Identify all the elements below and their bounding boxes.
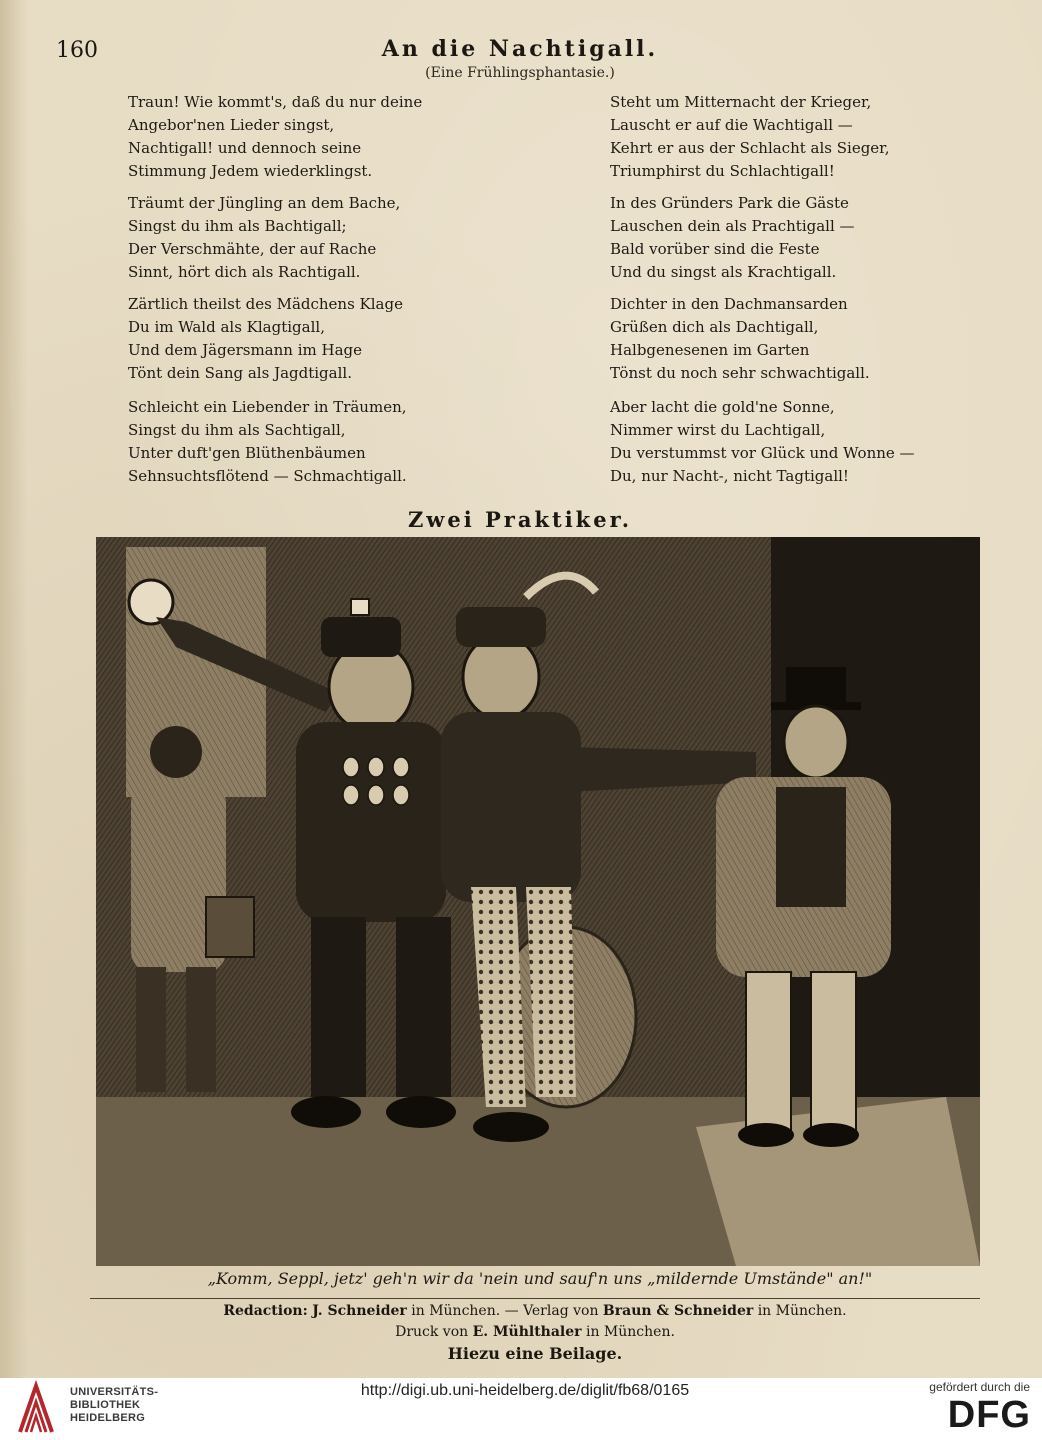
left-stanza-1	[128, 91, 422, 183]
left-stanza-4	[128, 396, 407, 488]
verse-line: Traun! Wie kommt's, daß du nur deine	[128, 93, 423, 111]
impressum-print-label: Druck von	[395, 1324, 469, 1340]
cartoon-caption: „Komm, Seppl, jetz' geh'n wir da 'nein und sauf'n uns „mildernde Umstände" an!"	[207, 1269, 873, 1288]
library-name-line: BIBLIOTHEK	[70, 1399, 141, 1411]
impressum-printer: E. Mühlthaler	[472, 1324, 582, 1340]
viewer-footer	[0, 1378, 1042, 1440]
verse-line: Schleicht ein Liebender in Träumen,	[128, 398, 407, 416]
impressum-editor: J. Schneider	[312, 1303, 407, 1319]
impressum-print-city: in München.	[585, 1324, 675, 1340]
poem-title: An die Nachtigall.	[381, 36, 659, 62]
verse-line: Du im Wald als Klagtigall,	[128, 318, 325, 336]
verse-line: Bald vorüber sind die Feste	[610, 240, 820, 258]
verse-line: Singst du ihm als Bachtigall;	[128, 217, 347, 235]
library-emblem-icon	[12, 1380, 60, 1436]
impressum-redaction-label: Redaction:	[223, 1303, 308, 1319]
verse-line: Lauscht er auf die Wachtigall —	[610, 116, 853, 134]
verse-line: Tönst du noch sehr schwachtigall.	[610, 364, 870, 382]
verse-line: Der Verschmähte, der auf Rache	[128, 240, 377, 258]
verse-line: Tönt dein Sang als Jagdtigall.	[128, 364, 352, 382]
verse-line: Kehrt er aus der Schlacht als Sieger,	[610, 139, 890, 157]
impressum-line-2	[90, 1322, 980, 1343]
left-stanza-3	[128, 293, 403, 385]
verse-line: Stimmung Jedem wiederklingst.	[128, 162, 373, 180]
verse-line: Steht um Mitternacht der Krieger,	[610, 93, 872, 111]
impressum-line-1	[90, 1301, 980, 1322]
library-name	[70, 1386, 158, 1425]
cartoon-title: Zwei Praktiker.	[407, 507, 633, 532]
verse-line: Dichter in den Dachmansarden	[610, 295, 848, 313]
right-stanza-1	[610, 91, 889, 183]
right-stanza-2	[610, 192, 855, 284]
engraving-figure	[96, 537, 980, 1266]
impressum-city: in München.	[757, 1303, 847, 1319]
impressum-rule	[90, 1298, 980, 1299]
page-number: 160	[56, 38, 98, 63]
library-name-line: UNIVERSITÄTS-	[70, 1386, 159, 1398]
verse-line: Zärtlich theilst des Mädchens Klage	[128, 295, 403, 313]
verse-line: Grüßen dich als Dachtigall,	[610, 318, 819, 336]
university-library-logo[interactable]	[10, 1378, 159, 1440]
impressum-supplement: Hiezu eine Beilage.	[447, 1344, 623, 1363]
page-edge-shadow	[0, 0, 28, 1378]
verse-line: Du verstummst vor Glück und Wonne —	[610, 444, 915, 462]
library-name-line: HEIDELBERG	[70, 1412, 146, 1424]
left-stanza-2	[128, 192, 400, 284]
right-stanza-3	[610, 293, 870, 385]
funding-note: gefördert durch die	[929, 1380, 1030, 1394]
verse-line: Angebor'nen Lieder singst,	[128, 116, 335, 134]
verse-line: Halbgenesenen im Garten	[610, 341, 810, 359]
verse-line: Aber lacht die gold'ne Sonne,	[610, 398, 835, 416]
permalink-url[interactable]: http://digi.ub.uni-heidelberg.de/diglit/fb68/0165	[360, 1382, 690, 1399]
verse-line: In des Gründers Park die Gäste	[610, 194, 849, 212]
impressum-publisher: Braun & Schneider	[602, 1303, 754, 1319]
verse-line: Und dem Jägersmann im Hage	[128, 341, 362, 359]
verse-line: Träumt der Jüngling an dem Bache,	[128, 194, 401, 212]
verse-line: Du, nur Nacht-, nicht Tagtigall!	[610, 467, 849, 485]
impressum	[90, 1301, 980, 1364]
right-stanza-4	[610, 396, 915, 488]
verse-line: Sinnt, hört dich als Rachtigall.	[128, 263, 361, 281]
verse-line: Sehnsuchtsflötend — Schmachtigall.	[128, 467, 407, 485]
verse-line: Und du singst als Krachtigall.	[610, 263, 837, 281]
verse-line: Singst du ihm als Sachtigall,	[128, 421, 346, 439]
verse-line: Nimmer wirst du Lachtigall,	[610, 421, 826, 439]
verse-line: Triumphirst du Schlachtigall!	[610, 162, 835, 180]
poem-subtitle: (Eine Frühlingsphantasie.)	[425, 65, 615, 81]
verse-line: Nachtigall! und dennoch seine	[128, 139, 362, 157]
verse-line: Unter duft'gen Blüthenbäumen	[128, 444, 366, 462]
verse-line: Lauschen dein als Prachtigall —	[610, 217, 855, 235]
impressum-mid: in München. — Verlag von	[411, 1303, 599, 1319]
dfg-logo[interactable]: DFG	[947, 1394, 1031, 1436]
cartoon-illustration	[96, 537, 980, 1266]
